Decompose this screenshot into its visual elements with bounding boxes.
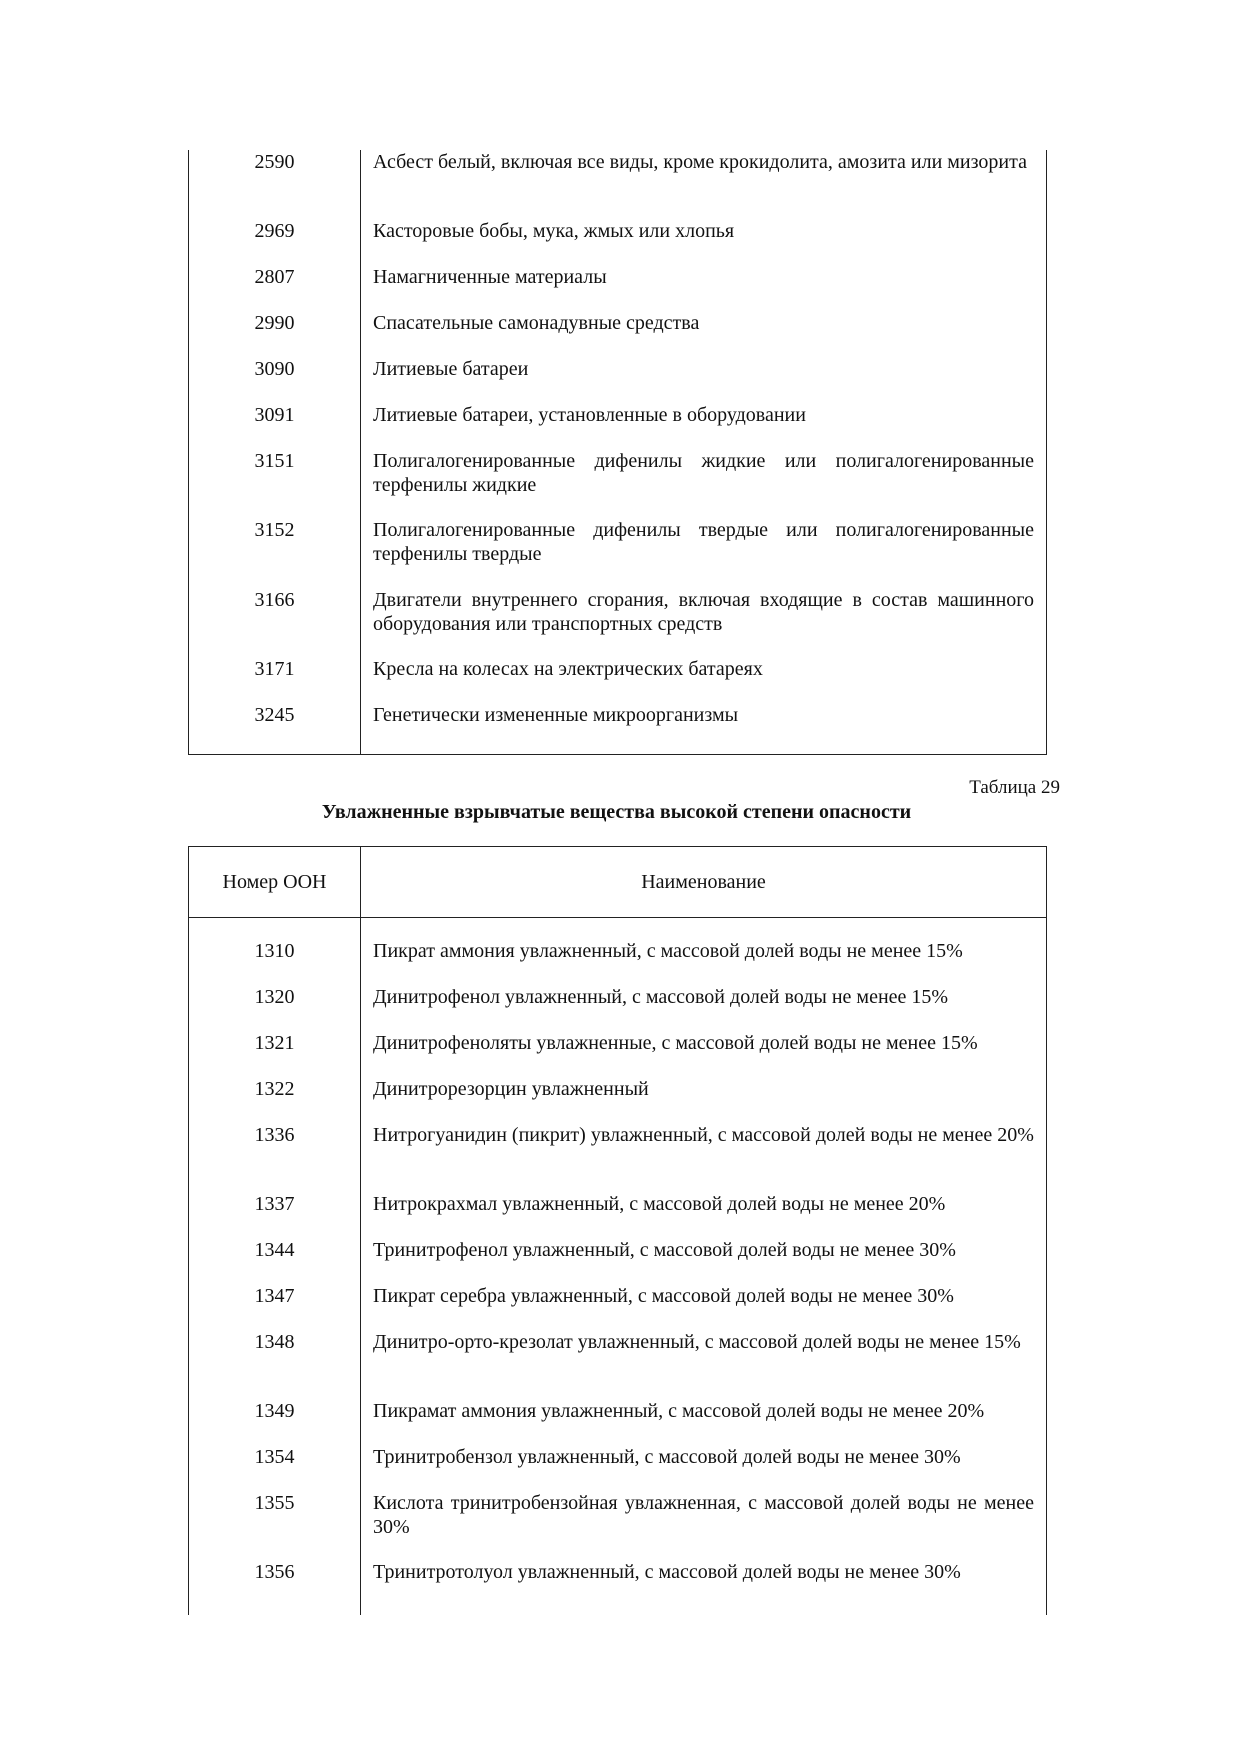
substance-name: Литиевые батареи — [373, 358, 529, 380]
substance-name: Пикрамат аммония увлажненный, с массовой долей воды не менее 20% — [373, 1400, 985, 1422]
un-number: 3171 — [254, 658, 295, 680]
substance-name: Кресла на колесах на электрических батареях — [373, 658, 763, 680]
un-number: 1348 — [254, 1331, 295, 1353]
un-number: 1336 — [254, 1124, 295, 1146]
substance-name: Касторовые бобы, мука, жмых или хлопья — [373, 220, 735, 242]
un-number: 3152 — [254, 519, 295, 541]
column-divider — [360, 847, 361, 1615]
column-divider — [360, 150, 361, 754]
un-number: 1337 — [254, 1193, 295, 1215]
substance-name: Генетически измененные микроорганизмы — [373, 704, 739, 726]
table-number-caption: Таблица 29 — [969, 777, 1060, 798]
un-number: 1322 — [254, 1078, 295, 1100]
substance-name: Тринитротолуол увлажненный, с массовой долей воды не менее 30% — [373, 1561, 961, 1583]
substance-name: Полигалогенированные дифенилы твердые или полигалогенированные терфенилы твердые — [373, 519, 1034, 565]
header-un-number: Номер ООН — [222, 871, 327, 893]
substance-name: Динитрорезорцин увлажненный — [373, 1078, 649, 1100]
un-number: 1355 — [254, 1492, 295, 1514]
un-number: 1356 — [254, 1561, 295, 1583]
un-number: 1320 — [254, 986, 295, 1008]
un-number: 1354 — [254, 1446, 295, 1468]
substance-name: Намагниченные материалы — [373, 266, 607, 288]
substance-name: Кислота тринитробензойная увлажненная, с массовой долей воды не менее 30% — [373, 1492, 1034, 1538]
table-header — [189, 847, 1046, 918]
un-number: 3091 — [254, 404, 295, 426]
un-number: 1349 — [254, 1400, 295, 1422]
substance-name: Динитро-орто-крезолат увлажненный, с массовой долей воды не менее 15% — [373, 1331, 1021, 1353]
table-un-list-continued — [188, 150, 1047, 755]
substance-name: Динитрофенол увлажненный, с массовой долей воды не менее 15% — [373, 986, 949, 1008]
substance-name: Динитрофеноляты увлажненные, с массовой долей воды не менее 15% — [373, 1032, 978, 1054]
un-number: 2969 — [254, 220, 295, 242]
un-number: 2590 — [254, 151, 295, 173]
un-number: 3166 — [254, 589, 295, 611]
substance-name: Тринитробензол увлажненный, с массовой долей воды не менее 30% — [373, 1446, 961, 1468]
un-number: 3151 — [254, 450, 295, 472]
substance-name: Пикрат аммония увлажненный, с массовой долей воды не менее 15% — [373, 940, 963, 962]
table-title: Увлажненные взрывчатые вещества высокой степени опасности — [321, 801, 912, 823]
un-number: 3090 — [254, 358, 295, 380]
un-number: 1344 — [254, 1239, 295, 1261]
substance-name: Полигалогенированные дифенилы жидкие или полигалогенированные терфенилы жидкие — [373, 450, 1034, 496]
header-name: Наименование — [641, 871, 766, 893]
substance-name: Литиевые батареи, установленные в оборудовании — [373, 404, 806, 426]
un-number: 2807 — [254, 266, 295, 288]
substance-name: Спасательные самонадувные средства — [373, 312, 700, 334]
un-number: 1310 — [254, 940, 295, 962]
substance-name: Асбест белый, включая все виды, кроме крокидолита, амозита или мизорита — [373, 151, 1027, 173]
substance-name: Пикрат серебра увлажненный, с массовой долей воды не менее 30% — [373, 1285, 954, 1307]
un-number: 3245 — [254, 704, 295, 726]
un-number: 1321 — [254, 1032, 295, 1054]
table-29 — [188, 846, 1047, 1615]
substance-name: Нитрокрахмал увлажненный, с массовой долей воды не менее 20% — [373, 1193, 946, 1215]
substance-name: Двигатели внутреннего сгорания, включая входящие в состав машинного оборудования или транспортных средств — [373, 589, 1034, 635]
un-number: 1347 — [254, 1285, 295, 1307]
substance-name: Тринитрофенол увлажненный, с массовой долей воды не менее 30% — [373, 1239, 956, 1261]
un-number: 2990 — [254, 312, 295, 334]
substance-name: Нитрогуанидин (пикрит) увлажненный, с массовой долей воды не менее 20% — [373, 1124, 1034, 1146]
